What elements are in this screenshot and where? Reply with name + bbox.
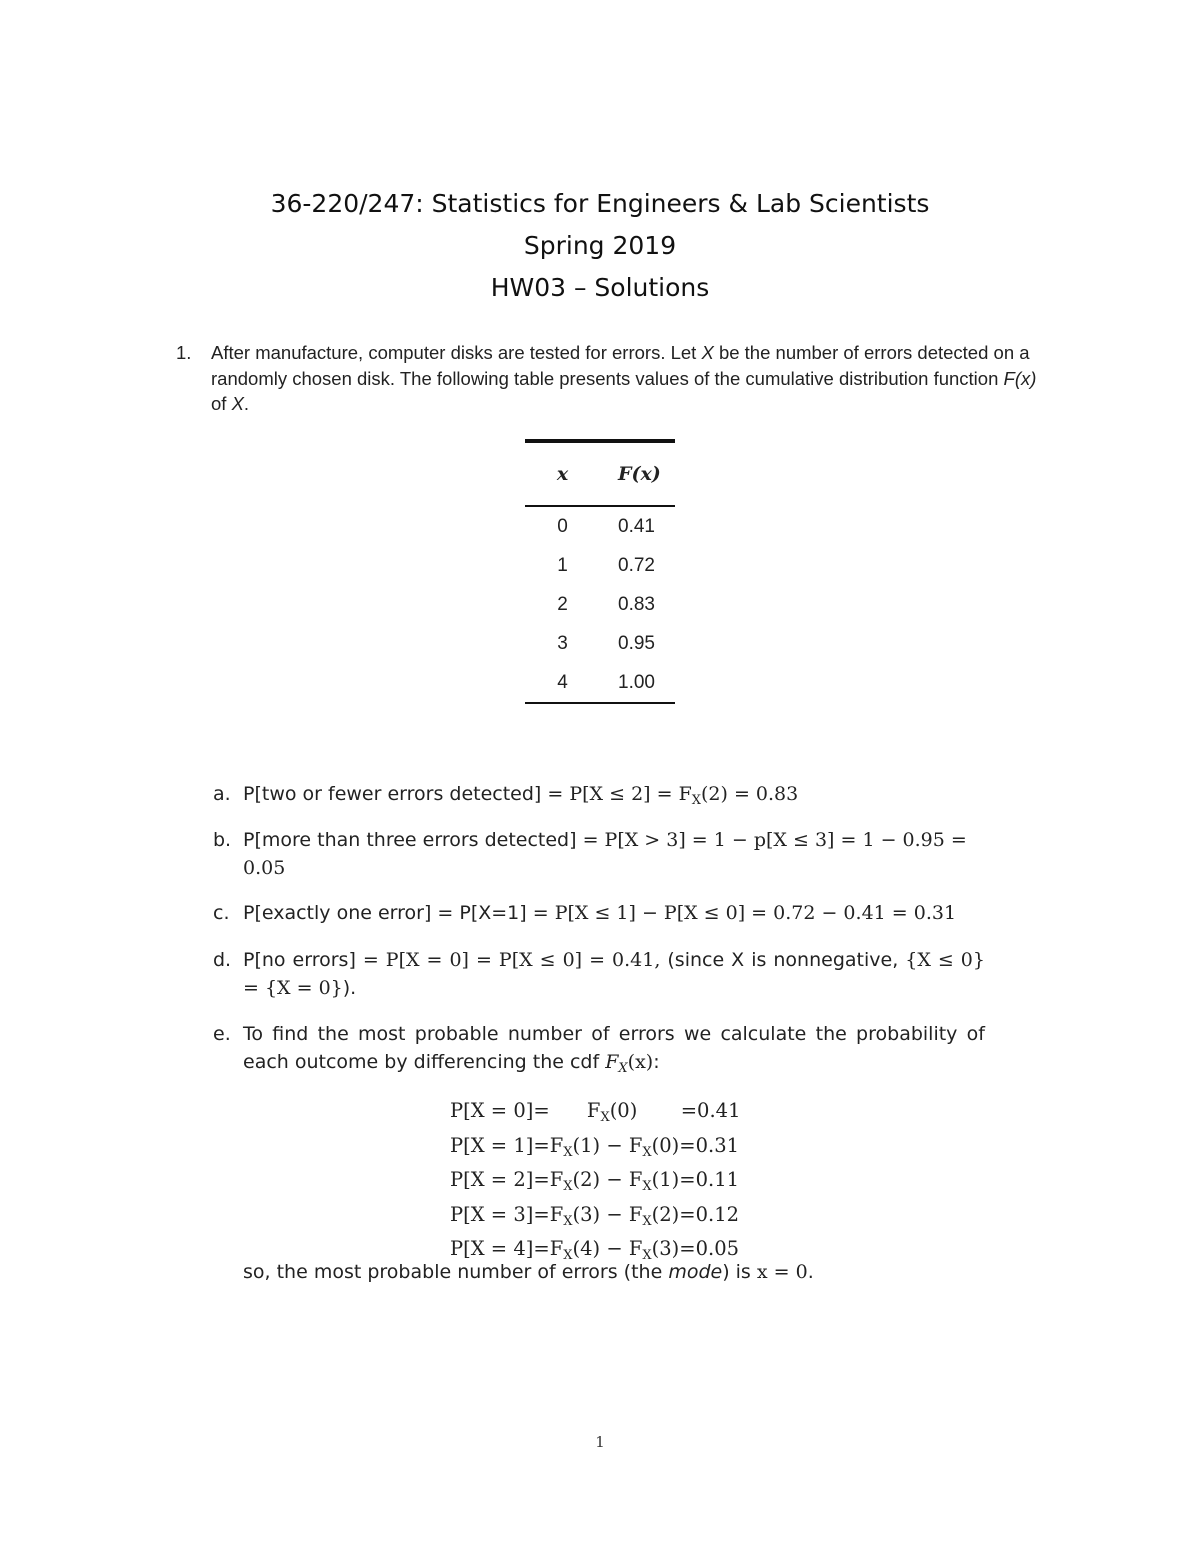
probability-equations [450,1097,740,1270]
page-number: 1 [595,1433,605,1451]
term-title: Spring 2019 [523,231,677,260]
problem-text: After manufacture, computer disks are tested for errors. Let X be the number of errors detected on a randomly chosen disk. The following table presents values of the cumulative distribution function F(x) of X. [211,342,1037,414]
table-row: 4 1.00 [557,671,655,693]
cdf-table [525,439,675,704]
course-title: 36-220/247: Statistics for Engineers & Lab Scientists [270,189,930,218]
assignment-title: HW03 – Solutions [490,273,710,302]
equation-row: $P[X = 4]=F_X(4) - F_X(3)=0.05$ [450,1237,740,1263]
column-header-x: x [525,441,600,506]
conclusion: so, the most probable number of errors (the mode) is x = 0. [243,1261,814,1283]
problem-number: 1. [176,342,192,363]
table-row: 3 0.95 [557,632,655,654]
table-row: 0 0.41 [557,515,655,537]
table-row: 1 0.72 [557,554,655,576]
cdf-table-header [525,441,675,506]
equation-row: P[X = 0]= $F_X(0)$ =0.41 [450,1099,741,1125]
table-row: 2 0.83 [557,593,655,615]
equation-row: $P[X = 3]=F_X(3) - F_X(2)=0.12$ [450,1202,740,1229]
column-header-fx: F(x) [600,441,675,506]
equation-row: $P[X = 1]=F_X(1) - F_X(0)=0.31$ [450,1133,740,1160]
equation-row: $P[X = 2]=F_X(2) - F_X(1)=0.11$ [450,1168,740,1194]
